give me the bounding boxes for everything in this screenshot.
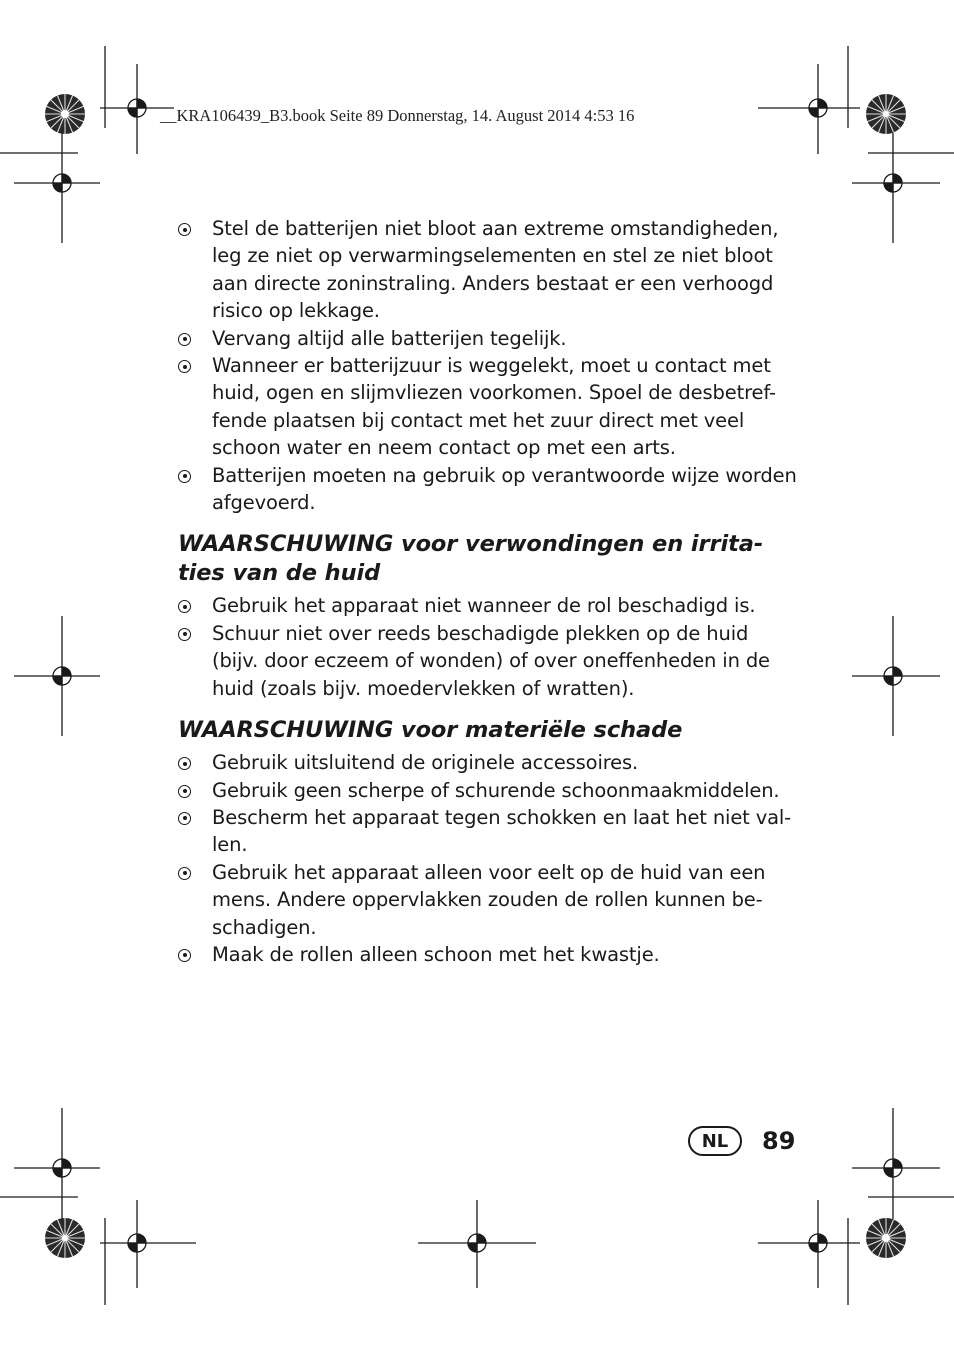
- star-target-bottom-right: [866, 1218, 906, 1258]
- bullet-icon: [178, 628, 191, 641]
- page-number: 89: [762, 1127, 796, 1155]
- bullet-icon: [178, 949, 191, 962]
- list-item: [178, 749, 798, 776]
- list-item-text: Stel de batterijen niet bloot aan extreme omstandigheden, leg ze niet op verwarmingselementen en stel ze niet bloot aan directe zoninstraling. Anders bestaat er een verhoogd risico op lekkage.: [212, 217, 779, 323]
- list-item: [178, 941, 798, 968]
- star-target-top-right: [866, 94, 906, 134]
- list-item: [178, 592, 798, 619]
- list-item-text: Schuur niet over reeds beschadigde plekken op de huid (bijv. door eczeem of wonden) of over oneffenheden in de huid (zoals bijv. moedervlekken of wratten).: [212, 621, 770, 700]
- list-item-text: Vervang altijd alle batterijen tegelijk.: [212, 326, 567, 350]
- registration-mark-middle-right: [852, 616, 940, 736]
- material-damage-list: [178, 749, 798, 968]
- warning-heading-material-damage: WAARSCHUWING voor materiële schade: [178, 717, 683, 744]
- registration-mark-upper-left: [14, 123, 100, 243]
- list-item: [178, 352, 798, 462]
- star-target-bottom-left: [45, 1218, 85, 1258]
- page-footer: [688, 1126, 795, 1156]
- registration-mark-lower-left: [14, 1108, 100, 1228]
- battery-safety-list: [178, 215, 798, 516]
- list-item: [178, 325, 798, 352]
- list-item-text: Gebruik uitsluitend de originele accessoires.: [212, 751, 639, 775]
- list-item: [178, 462, 798, 517]
- print-file-info: __KRA106439_B3.book Seite 89 Donnerstag, 14. August 2014 4:53 16: [160, 106, 635, 125]
- star-target-top-left: [45, 94, 85, 134]
- registration-mark-middle-left: [14, 616, 100, 736]
- bullet-icon: [178, 360, 191, 373]
- skin-injury-list: [178, 592, 798, 702]
- list-item: [178, 777, 798, 804]
- bullet-icon: [178, 757, 191, 770]
- registration-mark-bottom-left: [100, 1200, 196, 1288]
- list-item-text: Batterijen moeten na gebruik op verantwoorde wijze worden afgevoerd.: [212, 463, 797, 515]
- registration-mark-upper-right: [852, 123, 940, 243]
- list-item: [178, 620, 798, 702]
- list-item-text: Maak de rollen alleen schoon met het kwastje.: [212, 942, 660, 966]
- list-item-text: Gebruik het apparaat niet wanneer de rol beschadigd is.: [212, 594, 756, 618]
- list-item-text: Gebruik geen scherpe of schurende schoonmaakmiddelen.: [212, 778, 780, 802]
- bullet-icon: [178, 333, 191, 346]
- bullet-icon: [178, 785, 191, 798]
- warning-heading-skin-injury: WAARSCHUWING voor verwondingen en irrita-ties van de huid: [178, 531, 764, 587]
- list-item: [178, 215, 798, 325]
- bullet-icon: [178, 470, 191, 483]
- bullet-icon: [178, 600, 191, 613]
- page-content: [178, 215, 798, 968]
- registration-mark-top-right: [758, 64, 860, 154]
- bullet-icon: [178, 223, 191, 236]
- list-item: [178, 804, 798, 859]
- registration-mark-bottom-center: [418, 1200, 536, 1288]
- registration-mark-bottom-right: [758, 1200, 860, 1288]
- bullet-icon: [178, 867, 191, 880]
- list-item-text: Gebruik het apparaat alleen voor eelt op de huid van een mens. Andere oppervlakken zouden de rollen kunnen be-schadigen.: [212, 860, 766, 939]
- bullet-icon: [178, 812, 191, 825]
- list-item-text: Bescherm het apparaat tegen schokken en laat het niet val-len.: [212, 805, 792, 857]
- list-item: [178, 859, 798, 941]
- list-item-text: Wanneer er batterijzuur is weggelekt, moet u contact met huid, ogen en slijmvliezen voorkomen. Spoel de desbetref-fende plaatsen bij contact met het zuur direct met veel schoon water en neem contact op met een arts.: [212, 354, 776, 460]
- language-badge: NL: [688, 1126, 742, 1156]
- registration-mark-lower-right: [852, 1108, 940, 1228]
